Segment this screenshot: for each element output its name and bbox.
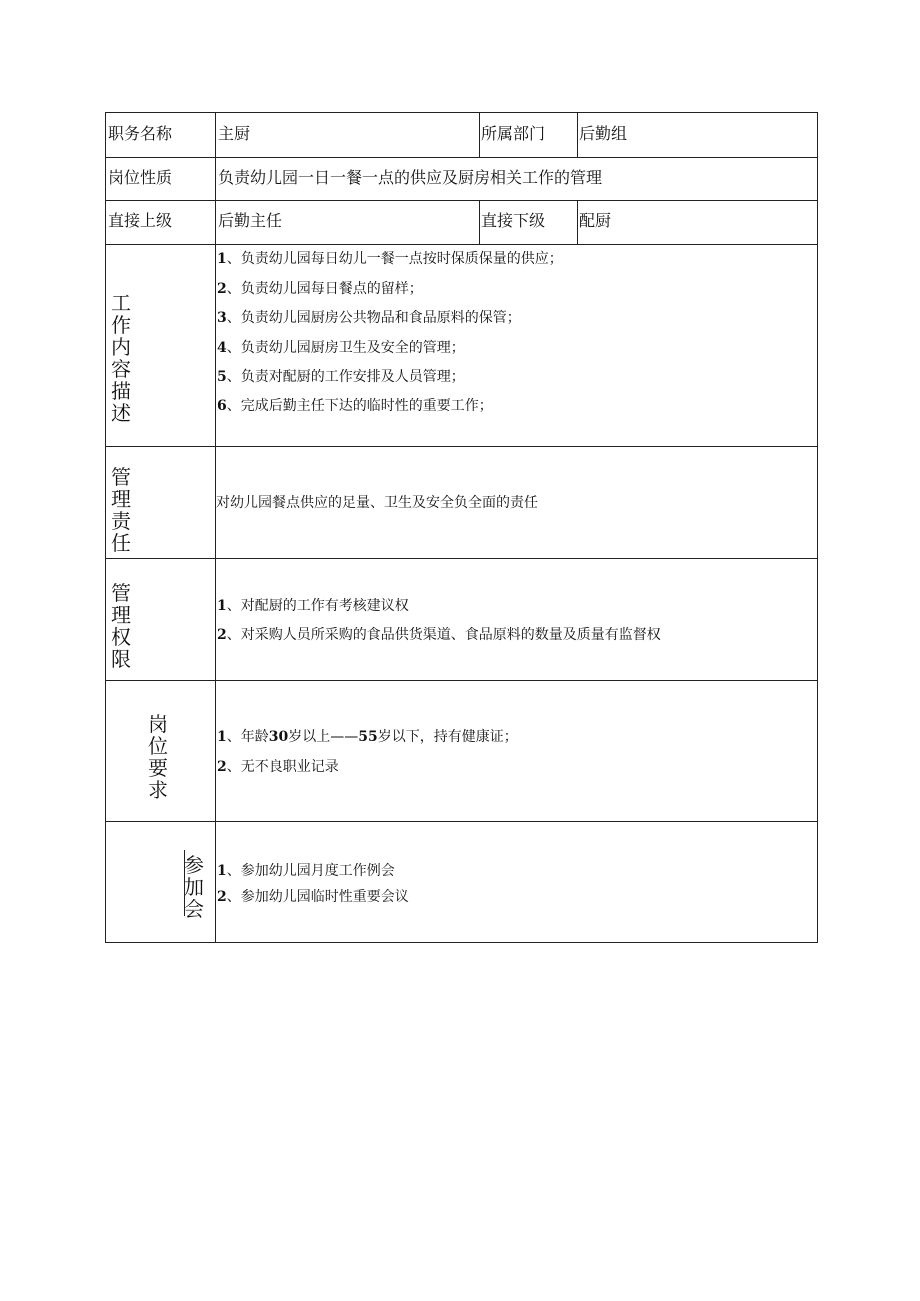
subordinate-label: 直接下级 [481, 211, 546, 230]
work-item: 5、负责对配厨的工作安排及人员管理； [217, 369, 465, 385]
work-item: 4、负责幼儿园厨房卫生及安全的管理； [217, 340, 465, 356]
responsibility-label: 管 理 责 任 [111, 465, 131, 555]
department-label: 所属部门 [481, 124, 546, 143]
job-title-label: 职务名称 [108, 124, 173, 143]
row-divider [106, 200, 817, 201]
requirement-item: 1、年龄30岁以上——55岁以下，持有健康证； [217, 729, 518, 745]
column-divider [479, 113, 480, 157]
nature-label: 岗位性质 [108, 168, 173, 187]
authority-label: 管 理 权 限 [111, 581, 131, 671]
column-divider [479, 200, 480, 244]
authority-item: 2、对采购人员所采购的食品供货渠道、食品原料的数量及质量有监督权 [217, 627, 661, 643]
requirement-item: 2、无不良职业记录 [217, 759, 339, 775]
job-title-value: 主厨 [218, 124, 251, 143]
work-content-label: 工 作 内 容 描 述 [111, 291, 131, 425]
row-divider [106, 446, 817, 447]
work-item: 6、完成后勤主任下达的临时性的重要工作； [217, 398, 493, 414]
superior-label: 直接上级 [108, 211, 173, 230]
row-divider [106, 558, 817, 559]
meetings-label: 参 加 会 [184, 853, 204, 921]
responsibility-text: 对幼儿园餐点供应的足量、卫生及安全负全面的责任 [216, 495, 538, 511]
work-item: 3、负责幼儿园厨房公共物品和食品原料的保管； [217, 310, 521, 326]
subordinate-value: 配厨 [579, 211, 612, 230]
row-divider [106, 157, 817, 158]
column-divider [215, 113, 216, 942]
meeting-label-rule [184, 850, 185, 916]
row-divider [106, 821, 817, 822]
superior-value: 后勤主任 [218, 211, 283, 230]
meeting-item: 1、参加幼儿园月度工作例会 [217, 863, 395, 879]
column-divider [577, 200, 578, 244]
row-divider [106, 680, 817, 681]
department-value: 后勤组 [579, 124, 628, 143]
requirements-label: 岗 位 要 求 [148, 712, 168, 802]
authority-item: 1、对配厨的工作有考核建议权 [217, 598, 409, 614]
meeting-item: 2、参加幼儿园临时性重要会议 [217, 889, 409, 905]
row-divider [106, 244, 817, 245]
job-description-table [105, 112, 818, 943]
nature-value: 负责幼儿园一日一餐一点的供应及厨房相关工作的管理 [218, 168, 603, 187]
work-item: 2、负责幼儿园每日餐点的留样； [217, 281, 423, 297]
work-item: 1、负责幼儿园每日幼儿一餐一点按时保质保量的供应； [217, 251, 563, 267]
column-divider [577, 113, 578, 157]
